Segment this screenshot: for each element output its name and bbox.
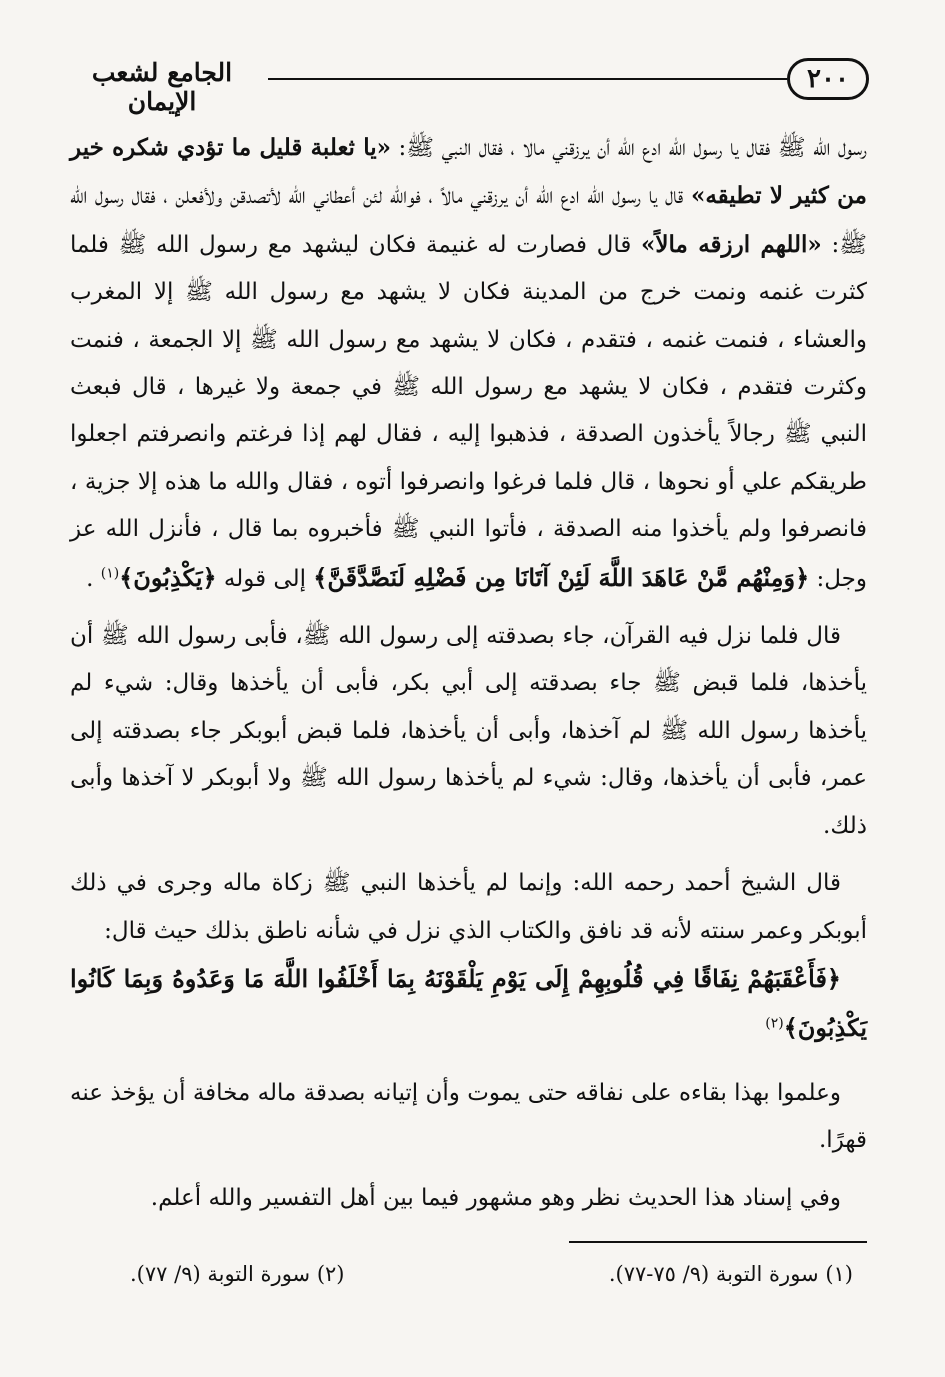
quran-verse: ﴿فَأَعْقَبَهُمْ نِفَاقًا فِي قُلُوبِهِمْ إِلَى يَوْمِ يَلْقَوْنَهُ بِمَا أَخْلَفُوا اللَّهَ مَا وَعَدُوهُ وَبِمَا كَانُوا يَكْذِبُونَ﴾: [70, 963, 867, 1043]
footnote-2: (٢) سورة التوبة (٩/ ٧٧).: [130, 1262, 345, 1286]
footnote-rule: [569, 1241, 867, 1243]
text-segment: رسول الله ﷺ فقال يا رسول الله ادع الله أن يرزقني مالا ، فقال النبي ﷺ:: [391, 135, 867, 161]
paragraph-1: [70, 124, 867, 603]
footnotes: [130, 1262, 853, 1286]
page-body: [70, 124, 867, 1222]
paragraph-2: قال فلما نزل فيه القرآن، جاء بصدقته إلى رسول الله ﷺ، فأبى رسول الله ﷺ أن يأخذها، فلما قبض ﷺ جاء بصدقته إلى أبي بكر، فأبى أن يأخذها وقال: شيء لم يأخذها رسول الله ﷺ لم آخذها، وأبى أن يأخذها، فلما قبض أبوبكر جاء بصدقته إلى عمر، فأبى أن يأخذها، وقال: شيء لم يأخذها رسول الله ﷺ ولا أبوبكر لا آخذها وأبى ذلك.: [70, 623, 867, 839]
page-number: ٢٠٠: [787, 58, 869, 100]
paragraph-5: وعلموا بهذا بقاءه على نفاقه حتى يموت وأن إتيانه بصدقة ماله مخافة أن يؤخذ عنه قهرًا.: [70, 1079, 867, 1154]
footnote-1: (١) سورة التوبة (٩/ ٧٥-٧٧).: [608, 1262, 853, 1286]
text-segment: .: [86, 565, 101, 592]
footnote-marker: (١): [100, 565, 120, 581]
paragraph-4: [70, 955, 867, 1054]
quran-verse: ﴿وَمِنْهُم مَّنْ عَاهَدَ اللَّهَ لَئِنْ آتَانَا مِن فَضْلِهِ لَنَصَّدَّقَنَّ﴾: [313, 562, 810, 592]
text-segment: قال يا رسول الله ادع الله أن يرزقني مالاً ، فوالله لئن أعطاني الله لأتصدقن ولأفعلن ، فقال رسول الله ﷺ:: [70, 183, 867, 258]
hadith-quote: «يا ثعلبة قليل ما تؤدي شكره خير من كثير لا تطيقه»: [70, 134, 867, 210]
text-segment: قال فصارت له غنيمة فكان ليشهد مع رسول الله ﷺ فلما كثرت غنمه ونمت خرج من المدينة فكان لا يشهد مع رسول الله ﷺ إلا المغرب والعشاء ، فنمت غنمه ، فتقدم ، فكان لا يشهد مع رسول الله ﷺ إلا الجمعة ، فنمت وكثرت فتقدم ، فكان لا يشهد مع رسول الله ﷺ في جمعة ولا غيرها ، قال فبعث النبي ﷺ رجالاً يأخذون الصدقة ، فذهبوا إليه ، فقال لهم إذا فرغتم وانصرفتم اجعلوا طريقكم علي أو نحوها ، قال فلما فرغوا وانصرفوا أتوه ، فقال والله ما هذه إلا جزية ، فانصرفوا ولم يأخذوا منه الصدقة ، فأتوا النبي ﷺ فأخبروه بما قال ، فأنزل الله عز وجل:: [70, 231, 867, 592]
hadith-quote: «اللهم ارزقه مالاً»: [641, 230, 822, 258]
paragraph-3: قال الشيخ أحمد رحمه الله: وإنما لم يأخذها النبي ﷺ زكاة ماله وجرى في ذلك أبوبكر وعمر سنته لأنه قد نافق والكتاب الذي نزل في شأنه ناطق بذلك حيث قال:: [70, 870, 867, 944]
text-segment: إلى قوله: [216, 565, 314, 592]
paragraph-6: وفي إسناد هذا الحديث نظر وهو مشهور فيما بين أهل التفسير والله أعلم.: [150, 1184, 841, 1211]
footnote-marker: (٢): [765, 1015, 784, 1032]
quran-verse: ﴿يَكْذِبُونَ﴾: [119, 562, 217, 592]
header-rule: [268, 78, 787, 80]
running-title: الجامع لشعب الإيمان: [91, 58, 233, 116]
page-header: [62, 52, 869, 116]
